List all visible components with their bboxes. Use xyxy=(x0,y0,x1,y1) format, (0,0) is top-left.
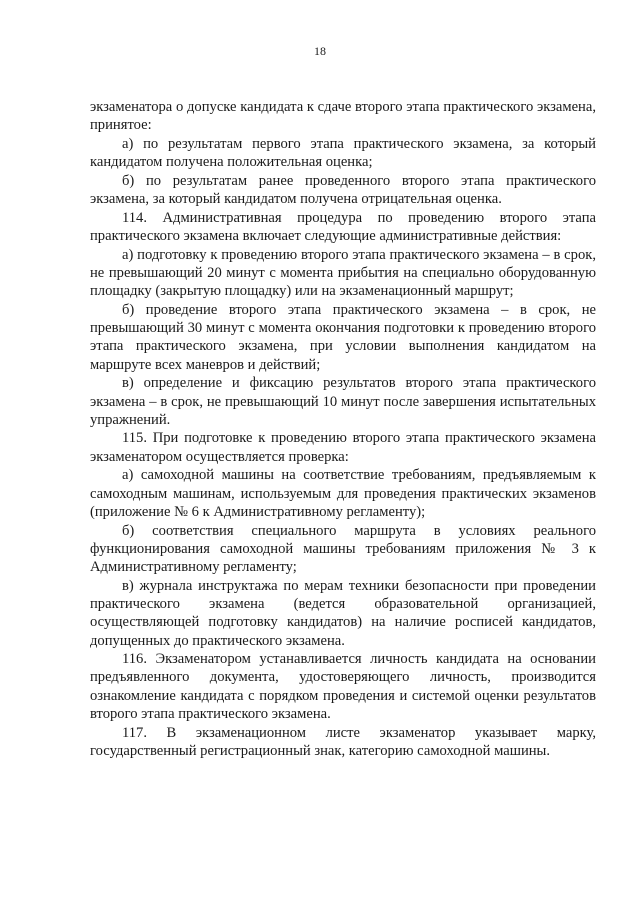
paragraph-114: 114. Административная процедура по проведению второго этапа практического экзамена включает следующие административные действия: xyxy=(90,209,596,244)
document-body xyxy=(90,98,596,761)
paragraph-115-item-a: а) самоходной машины на соответствие требованиям, предъявляемым к самоходным машинам, используемым для проведения практических экзаменов (приложение № 6 к Административному регламенту); xyxy=(90,467,596,520)
paragraph-continuation: экзаменатора о допуске кандидата к сдаче второго этапа практического экзамена, принятое: xyxy=(90,99,596,134)
paragraph-114-item-b: б) проведение второго этапа практического экзамена – в срок, не превышающий 30 минут с момента окончания подготовки к проведению второго этапа практического экзамена, при условии выполнения кандидатом на маршруте всех маневров и действий; xyxy=(90,301,596,373)
paragraph-item-b: б) по результатам ранее проведенного второго этапа практического экзамена, за который кандидатом получена отрицательная оценка. xyxy=(90,172,596,208)
paragraph-115-item-c: в) журнала инструктажа по мерам техники безопасности при проведении практического экзамена (ведется образовательной организацией, осуществляющей подготовку кандидатов) на наличие росписей кандидатов, допущенных до практического экзамена. xyxy=(90,577,596,649)
page-number: 18 xyxy=(314,44,326,58)
paragraph-117: 117. В экзаменационном листе экзаменатор указывает марку, государственный регистрационный знак, категорию самоходной машины. xyxy=(90,724,596,759)
paragraph-115-item-b: б) соответствия специального маршрута в условиях реального функционирования самоходной машины требованиям приложения № 3 к Административному регламенту; xyxy=(90,522,596,576)
paragraph-114-item-c: в) определение и фиксацию результатов второго этапа практического экзамена – в срок, не превышающий 10 минут после завершения испытательных упражнений. xyxy=(90,375,596,428)
paragraph-item-a: а) по результатам первого этапа практического экзамена, за который кандидатом получена положительная оценка; xyxy=(90,135,596,171)
paragraph-115: 115. При подготовке к проведению второго этапа практического экзамена экзаменатором осуществляется проверка: xyxy=(90,430,596,465)
paragraph-116: 116. Экзаменатором устанавливается личность кандидата на основании предъявленного документа, удостоверяющего личность, производится ознакомление кандидата с порядком проведения и системой оценки результатов второго этапа практического экзамена. xyxy=(90,651,596,723)
paragraph-114-item-a: а) подготовку к проведению второго этапа практического экзамена – в срок, не превышающий 20 минут с момента прибытия на специально оборудованную площадку (закрытую площадку) или на экзаменационный маршрут; xyxy=(90,246,596,300)
